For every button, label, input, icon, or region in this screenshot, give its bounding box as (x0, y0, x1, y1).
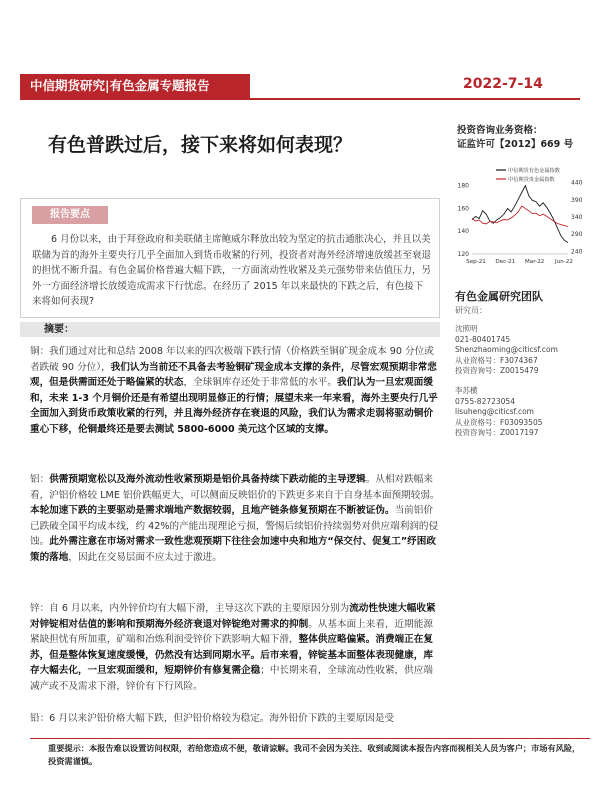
left-tick-label: 180 (457, 182, 469, 190)
zinc-segment: 锌：自 6 月以来，内外锌价均有大幅下滑，主导这次下跌的主要原因分别为 (30, 603, 350, 614)
x-tick-label: Sep-21 (466, 259, 486, 265)
analyst-email[interactable]: Shenzhaoming@citicsf.com (455, 345, 558, 354)
left-tick-label: 120 (457, 251, 469, 258)
aluminum-segment: 。从相对跌幅来看，沪铝价格较 LME 铝价跌幅更大，可以侧面反映铝价的下跌更多来自于自身基本面预期较弱。 (30, 474, 440, 501)
analyst-license: 从业资格号：F03093505 (455, 417, 543, 427)
aluminum-segment: 此外需注意在市场对需求一致性悲观预期下往往会加速中央和地方“保交付、促复工”纾困政策的落地 (30, 536, 436, 563)
right-tick-label: 390 (571, 196, 583, 204)
copper-segment: 我们认为当前还不具备去考验铜矿现金成本支撑的条件，尽管宏观预期非常悲观，但是供需面还处于略偏紧的状态 (30, 361, 437, 389)
left-tick-label: 160 (457, 205, 469, 213)
zinc-segment: 流动性快速大幅收紧对锌锭相对估值的影响和预期海外经济衰退对锌锭绝对需求的抑制 (30, 603, 436, 630)
right-tick-label: 290 (571, 231, 583, 239)
right-tick-label: 440 (571, 179, 583, 187)
copper-paragraph (30, 344, 440, 438)
report-date: 2022-7-14 (463, 76, 543, 92)
index-chart (452, 162, 590, 274)
aluminum-segment: 供需预期宽松以及海外流动性收紧预期是铝价具备持续下跌动能的主导逻辑 (49, 474, 366, 485)
right-tick-label: 240 (571, 248, 583, 256)
copper-segment: 铜：我们通过对比和总结 2008 年以来的四次极端下跌行情（价格跌至铜矿现金成本 90 分位或者跌破 90 分位）， (30, 346, 434, 373)
analyst-name: 沈照明 (455, 324, 478, 333)
analyst-name: 李苏横 (455, 386, 478, 395)
aluminum-segment: 当前铝价已跌破全国平均成本线，约 42%的产能出现理论亏损，警惕后续铝价持续弱势对供应端利润的侵蚀。 (30, 505, 439, 548)
license-block (457, 124, 573, 152)
footer-disclaimer: 重要提示：本报告难以设置访问权限，若给您造成不便，敬请谅解。我司不会因为关注、收到或阅读本报告内容而视相关人员为客户；市场有风险，投资需谨慎。 (48, 743, 581, 766)
analyst-email[interactable]: lisuheng@citicsf.com (455, 407, 534, 416)
series-line (472, 206, 568, 227)
license-line-2: 证监许可【2012】669 号 (457, 139, 574, 150)
left-tick-label: 140 (457, 228, 469, 236)
footer-divider (30, 738, 590, 739)
zinc-segment: ；中长期来看，全球流动性收紧，供应端减产或不及需求下滑，锌价有下行风险。 (30, 665, 433, 692)
x-tick-label: Dec-21 (495, 259, 516, 265)
summary-text: 6 月份以来，由于拜登政府和美联储主席鲍威尔释放出较为坚定的抗击通胀决心，并且以美联储为首的海外主要央行几乎全面加入到货币收紧的行列，投资者对海外经济增速放缓甚至衰退的担忧不断升温。有色金属价格普遍大幅下跌，一方面流动性收紧及美元强势带来估值压力，另外一方面经济增长放缓造成需求下行忧虑。在经历了 2015 年以来最快的下跌之后，有色接下来将如何表现? (32, 234, 432, 307)
zinc-segment: 整体供应略偏紧。消费端正在复苏，但是整体恢复速度缓慢，仍然没有达到同期水平。后市来看，锌锭基本面整体表现健康，库存大幅去化，一旦宏观面缓和，短期锌价有修复需企稳 (30, 634, 433, 677)
aluminum-segment: 铝： (30, 474, 50, 485)
series-line (472, 186, 568, 243)
gist-label: 摘要： (44, 324, 74, 335)
lead-segment: 铅：6 月以来沪铅价格大幅下跌，但沪铅价格较为稳定。海外铅价下跌的主要原因是受 (30, 713, 395, 724)
summary-tab: 报告要点 (32, 206, 108, 224)
team-subtitle: 研究员： (455, 306, 487, 315)
analyst-license: 从业资格号：F3074367 (455, 355, 538, 365)
lead-paragraph (30, 711, 440, 727)
zinc-segment: 。从基本面上来看，近期能源紧缺担忧有所加重，矿端和冶炼利润受锌价下跌影响大幅下滑， (30, 618, 433, 646)
analyst-consult: 投资咨询号：Z0015479 (455, 366, 539, 375)
index-chart-svg (452, 162, 590, 274)
analyst-phone: 021-80401745 (455, 334, 511, 344)
zinc-paragraph (30, 601, 440, 695)
analyst-card (455, 386, 543, 439)
legend-label: 中信期货贵金属指数 (508, 177, 555, 183)
analyst-card (455, 324, 558, 377)
x-tick-label: Jun-22 (555, 259, 573, 265)
analyst-phone: 0755-82723054 (455, 396, 515, 406)
right-tick-label: 340 (571, 214, 583, 221)
report-brand-banner: 中信期货研究|有色金属专题报告 (20, 74, 250, 98)
gist-bar (20, 322, 440, 337)
copper-segment: 我们认为一旦宏观面缓和，未来 1-3 个月铜价还是有希望出现明显修正的行情；展望未来一年来看，海外主要央行几乎全面加入到货币政策收紧的行列，并且海外经济存在衰退的风险，我们认为需求走弱将驱动铜价重心下移，伦铜最终还是要去测试 5800-6000 美元这个区域的支撑。 (30, 377, 438, 435)
team-title: 有色金属研究团队 (455, 290, 543, 303)
copper-segment: ，全球铜库存还处于非常低的水平。 (183, 377, 337, 389)
analyst-consult: 投资咨询号：Z0017197 (455, 428, 539, 437)
license-line-1: 投资咨询业务资格： (457, 125, 543, 136)
aluminum-paragraph (30, 472, 440, 566)
report-title: 有色普跌过后，接下来将如何表现？ (48, 134, 353, 156)
x-tick-label: Mar-22 (524, 259, 545, 265)
aluminum-segment: ，因此在交易层面不应太过于激进。 (68, 551, 222, 563)
aluminum-segment: 本轮加速下跌的主要驱动是需求端地产数据较弱，且地产链条修复预期在不断被证伪。 (30, 505, 395, 517)
header-divider (20, 98, 580, 100)
legend-label: 中信期货有色金属指数 (508, 168, 560, 174)
